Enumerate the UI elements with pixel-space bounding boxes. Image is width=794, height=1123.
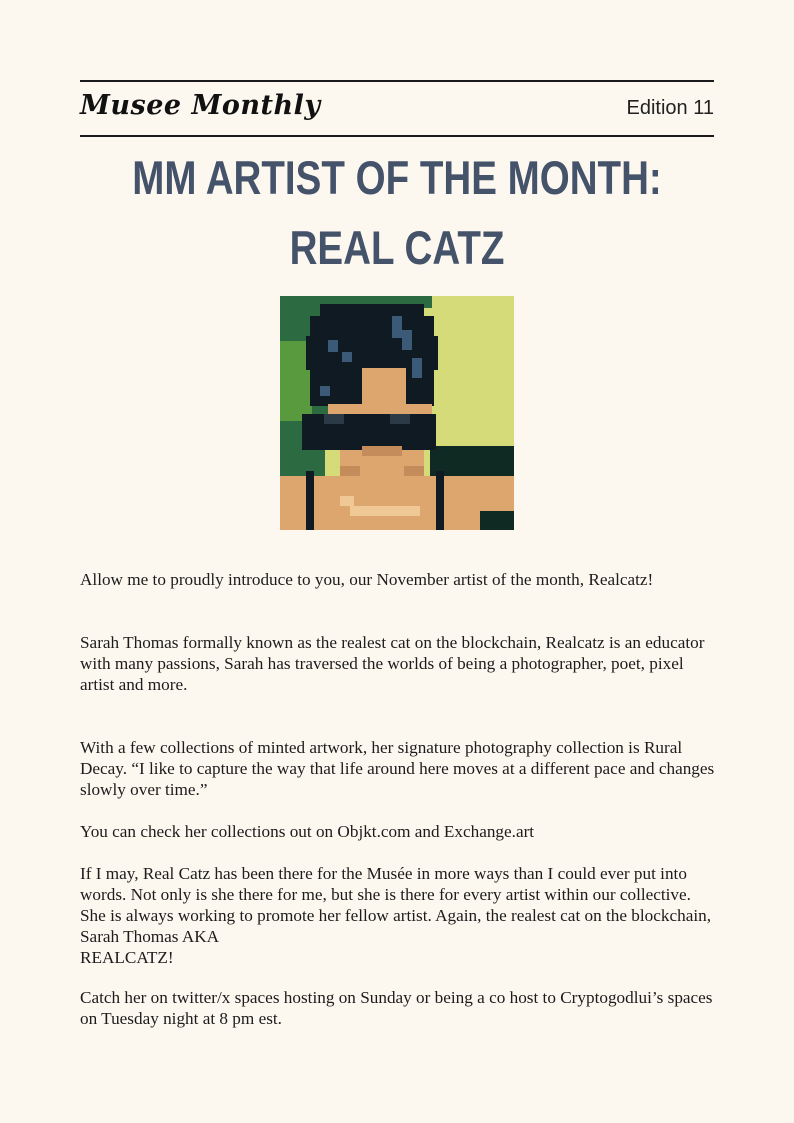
edition-label: Edition 11 xyxy=(626,97,714,119)
headline-line-2: REAL CATZ xyxy=(289,221,505,274)
article-paragraph-1: Allow me to proudly introduce to you, our November artist of the month, Realcatz! xyxy=(80,570,654,589)
article-paragraph-5-text: If I may, Real Catz has been there for the Musée in more ways than I could ever put into words. Not only is she there for me, but she is there for every artist within our collective. She is always working to promote her fellow artist. Again, the realest cat on the blockchain, Sarah Thomas AKA xyxy=(80,864,711,946)
masthead-logo: Musee Monthly xyxy=(80,90,321,121)
bottom-rule xyxy=(80,135,714,137)
headline-line-1: MM ARTIST OF THE MONTH: xyxy=(132,151,662,204)
article-paragraph-6: Catch her on twitter/x spaces hosting on Sunday or being a co host to Cryptogodlui’s spaces on Tuesday night at 8 pm est. xyxy=(80,988,713,1028)
article-paragraph-2: Sarah Thomas formally known as the realest cat on the blockchain, Realcatz is an educator with many passions, Sarah has traversed the worlds of being a photographer, poet, pixel artist and more. xyxy=(80,633,705,694)
top-rule xyxy=(80,80,714,82)
realcatz-exclamation: REALCATZ! xyxy=(80,948,174,967)
article-paragraph-3: With a few collections of minted artwork, her signature photography collection is Rural Decay. “I like to capture the way that life around here moves at a different pace and changes slowly over time.” xyxy=(80,738,715,799)
article-paragraph-4: You can check her collections out on Objkt.com and Exchange.art xyxy=(80,822,535,841)
pixel-art-portrait-icon xyxy=(280,296,514,530)
article-paragraph-5 xyxy=(80,863,720,968)
